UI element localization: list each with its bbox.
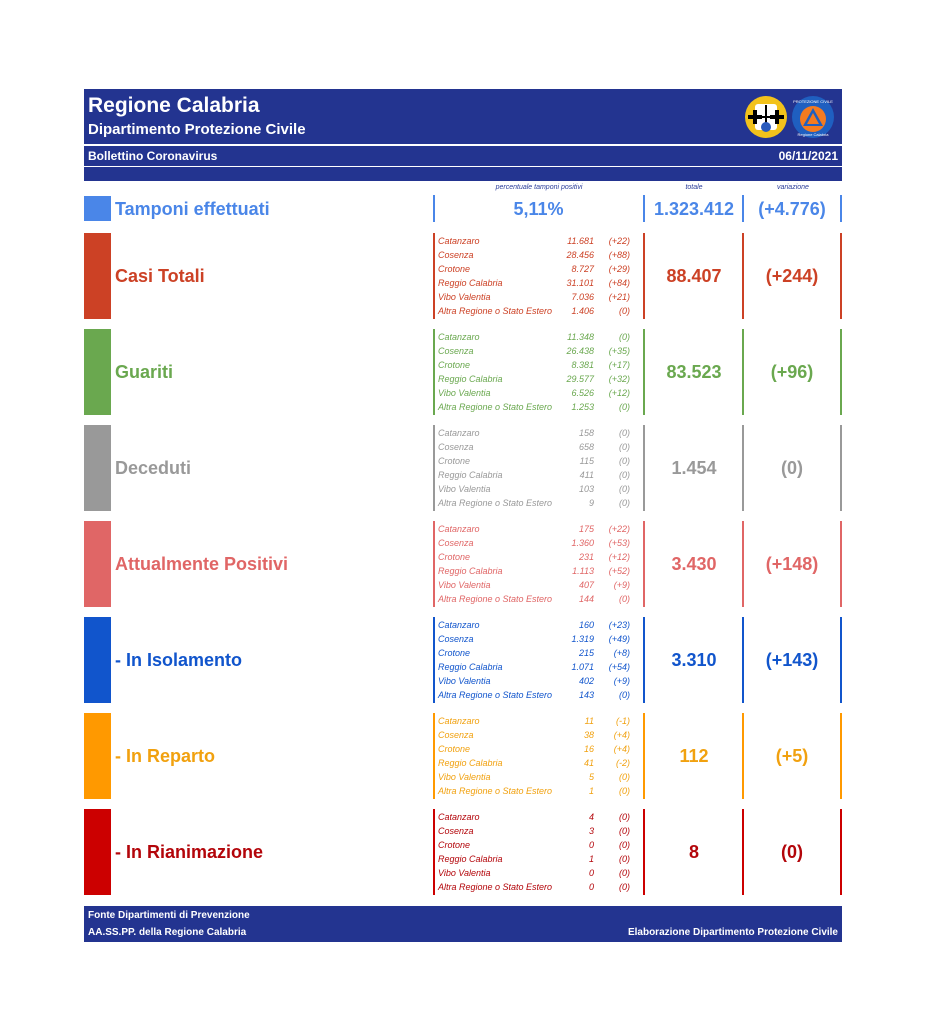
section-divider	[840, 425, 842, 511]
province-row	[438, 714, 636, 728]
province-name: Cosenza	[438, 346, 474, 356]
header-spacer-bar	[84, 167, 842, 181]
province-change: (-2)	[616, 758, 630, 768]
footer-bar	[84, 906, 842, 942]
province-value: 28.456	[566, 250, 594, 260]
province-change: (0)	[619, 812, 630, 822]
province-change: (+9)	[613, 580, 630, 590]
section-divider	[433, 329, 435, 415]
section-divider	[433, 233, 435, 319]
province-change: (0)	[619, 428, 630, 438]
province-name: Reggio Calabria	[438, 758, 503, 768]
province-value: 38	[583, 730, 594, 740]
tamponi-color-square	[84, 196, 111, 221]
province-row	[438, 400, 636, 414]
province-value: 41	[583, 758, 594, 768]
section-color-square	[84, 233, 111, 319]
province-change: (0)	[619, 484, 630, 494]
province-change: (+22)	[608, 236, 630, 246]
province-change: (+12)	[608, 388, 630, 398]
province-value: 1.071	[571, 662, 594, 672]
province-row	[438, 496, 636, 510]
province-value: 175	[578, 524, 594, 534]
province-row	[438, 660, 636, 674]
province-value: 11.681	[567, 236, 594, 246]
province-change: (0)	[619, 854, 630, 864]
province-row	[438, 440, 636, 454]
province-name: Crotone	[438, 360, 471, 370]
province-value: 0	[588, 882, 594, 892]
province-name: Catanzaro	[438, 812, 480, 822]
province-value: 103	[578, 484, 594, 494]
section-total: 3.310	[671, 650, 717, 670]
province-value: 16	[583, 744, 594, 754]
province-name: Vibo Valentia	[438, 484, 491, 494]
province-row	[438, 468, 636, 482]
province-row	[438, 358, 636, 372]
section-label: Casi Totali	[115, 266, 205, 286]
province-name: Vibo Valentia	[438, 772, 491, 782]
section-change: (0)	[781, 458, 803, 478]
province-change: (+54)	[608, 662, 630, 672]
province-name: Vibo Valentia	[438, 868, 491, 878]
province-value: 411	[579, 470, 594, 480]
province-row	[438, 770, 636, 784]
province-row	[438, 426, 636, 440]
page-title: Regione Calabria	[88, 94, 260, 117]
province-change: (+35)	[608, 346, 630, 356]
section-change: (+244)	[765, 266, 819, 286]
province-name: Reggio Calabria	[438, 662, 503, 672]
section-divider	[840, 809, 842, 895]
province-change: (+12)	[608, 552, 630, 562]
footer-source-line2: AA.SS.PP. della Regione Calabria	[88, 927, 247, 938]
province-value: 160	[578, 620, 594, 630]
province-name: Catanzaro	[438, 236, 480, 246]
section-divider	[433, 713, 435, 799]
province-row	[438, 386, 636, 400]
province-name: Catanzaro	[438, 620, 480, 630]
province-change: (+84)	[608, 278, 630, 288]
section-change: (+96)	[770, 362, 814, 382]
province-row	[438, 646, 636, 660]
province-value: 231	[578, 552, 594, 562]
province-change: (+29)	[608, 264, 630, 274]
province-change: (+88)	[608, 250, 630, 260]
province-value: 6.526	[571, 388, 594, 398]
province-name: Cosenza	[438, 442, 474, 452]
percent-column-header: percentuale tamponi positivi	[495, 184, 583, 191]
section-divider	[840, 617, 842, 703]
province-value: 1.113	[572, 566, 594, 576]
section-label: - In Rianimazione	[115, 842, 264, 862]
province-change: (0)	[619, 772, 630, 782]
province-value: 31.101	[566, 278, 594, 288]
province-row	[438, 564, 636, 578]
section-divider	[433, 617, 435, 703]
province-value: 115	[579, 456, 594, 466]
province-row	[438, 304, 636, 318]
province-name: Reggio Calabria	[438, 470, 503, 480]
province-change: (+22)	[608, 524, 630, 534]
province-change: (-1)	[616, 716, 630, 726]
province-change: (0)	[619, 826, 630, 836]
province-list	[438, 522, 636, 606]
province-change: (+49)	[608, 634, 630, 644]
calabria-coat-of-arms-logo	[744, 95, 788, 139]
province-name: Reggio Calabria	[438, 374, 503, 384]
province-change: (0)	[619, 456, 630, 466]
page-subtitle: Dipartimento Protezione Civile	[88, 121, 306, 138]
change-column-header: variazione	[777, 184, 809, 191]
section-total: 3.430	[671, 554, 717, 574]
province-row	[438, 728, 636, 742]
province-name: Crotone	[438, 456, 471, 466]
section-change: (0)	[781, 842, 803, 862]
province-name: Cosenza	[438, 826, 474, 836]
province-value: 4	[588, 812, 594, 822]
province-name: Vibo Valentia	[438, 580, 491, 590]
province-row	[438, 550, 636, 564]
province-value: 26.438	[566, 346, 594, 356]
province-change: (0)	[619, 690, 630, 700]
bulletin-date: 06/11/2021	[778, 149, 838, 163]
section-color-square	[84, 329, 111, 415]
province-change: (0)	[619, 882, 630, 892]
section-label: Guariti	[115, 362, 174, 382]
province-name: Crotone	[438, 840, 471, 850]
province-name: Altra Regione o Stato Estero	[438, 306, 553, 316]
province-name: Crotone	[438, 552, 471, 562]
province-change: (0)	[619, 868, 630, 878]
province-row	[438, 632, 636, 646]
section-total: 112	[679, 746, 709, 766]
section-total: 1.454	[671, 458, 717, 478]
svg-text:Regione Calabria: Regione Calabria	[797, 132, 829, 137]
section-change: (+143)	[765, 650, 819, 670]
province-row	[438, 810, 636, 824]
province-change: (0)	[619, 594, 630, 604]
section-divider	[840, 521, 842, 607]
province-value: 0	[588, 868, 594, 878]
province-value: 143	[578, 690, 594, 700]
province-list	[438, 714, 636, 798]
bulletin-bar	[84, 146, 842, 166]
section-label: - In Reparto	[115, 746, 216, 766]
province-name: Catanzaro	[438, 716, 480, 726]
section-divider	[840, 329, 842, 415]
province-row	[438, 248, 636, 262]
province-name: Catanzaro	[438, 332, 480, 342]
province-row	[438, 482, 636, 496]
province-value: 11.348	[567, 332, 594, 342]
province-change: (0)	[619, 442, 630, 452]
province-name: Cosenza	[438, 730, 474, 740]
tamponi-divider	[840, 195, 842, 222]
province-change: (+32)	[608, 374, 630, 384]
section-divider	[433, 521, 435, 607]
province-value: 658	[578, 442, 594, 452]
section-label: Attualmente Positivi	[115, 554, 289, 574]
province-name: Reggio Calabria	[438, 854, 503, 864]
province-row	[438, 618, 636, 632]
section-divider	[840, 233, 842, 319]
province-change: (+4)	[613, 730, 630, 740]
province-name: Vibo Valentia	[438, 676, 491, 686]
section-total: 83.523	[666, 362, 722, 382]
protezione-civile-logo	[791, 95, 835, 139]
province-row	[438, 276, 636, 290]
province-list	[438, 618, 636, 702]
province-row	[438, 330, 636, 344]
tamponi-change: (+4.776)	[758, 199, 826, 219]
province-value: 0	[588, 840, 594, 850]
province-change: (+17)	[608, 360, 630, 370]
province-change: (0)	[619, 402, 630, 412]
province-value: 1	[588, 786, 594, 796]
province-change: (0)	[619, 470, 630, 480]
province-name: Crotone	[438, 648, 471, 658]
province-name: Reggio Calabria	[438, 566, 503, 576]
province-change: (+8)	[613, 648, 630, 658]
province-value: 1.319	[571, 634, 594, 644]
province-change: (+53)	[608, 538, 630, 548]
section-label: - In Isolamento	[115, 650, 243, 670]
svg-text:PROTEZIONE CIVILE: PROTEZIONE CIVILE	[793, 99, 833, 104]
province-change: (+21)	[608, 292, 630, 302]
province-name: Cosenza	[438, 250, 474, 260]
province-change: (+4)	[613, 744, 630, 754]
province-row	[438, 454, 636, 468]
province-row	[438, 880, 636, 894]
footer-source-line1: Fonte Dipartimenti di Prevenzione	[88, 910, 250, 921]
province-change: (0)	[619, 332, 630, 342]
province-row	[438, 234, 636, 248]
province-value: 29.577	[566, 374, 594, 384]
province-name: Altra Regione o Stato Estero	[438, 402, 553, 412]
province-name: Altra Regione o Stato Estero	[438, 690, 553, 700]
province-list	[438, 330, 636, 414]
province-change: (0)	[619, 306, 630, 316]
province-row	[438, 262, 636, 276]
province-name: Cosenza	[438, 538, 474, 548]
tamponi-total: 1.323.412	[653, 199, 735, 219]
province-value: 1	[588, 854, 594, 864]
province-row	[438, 742, 636, 756]
province-row	[438, 344, 636, 358]
bulletin-label: Bollettino Coronavirus	[88, 149, 218, 163]
province-change: (0)	[619, 786, 630, 796]
section-total: 88.407	[666, 266, 722, 286]
province-value: 402	[578, 676, 594, 686]
section-total: 8	[688, 842, 699, 862]
province-name: Altra Regione o Stato Estero	[438, 594, 553, 604]
province-row	[438, 536, 636, 550]
section-divider	[433, 425, 435, 511]
province-list	[438, 234, 636, 318]
province-value: 5	[588, 772, 594, 782]
province-value: 215	[578, 648, 594, 658]
province-row	[438, 592, 636, 606]
section-label: Deceduti	[115, 458, 192, 478]
province-row	[438, 674, 636, 688]
province-name: Catanzaro	[438, 428, 480, 438]
province-name: Altra Regione o Stato Estero	[438, 498, 553, 508]
province-name: Crotone	[438, 264, 471, 274]
province-value: 9	[588, 498, 594, 508]
tamponi-label: Tamponi effettuati	[115, 199, 270, 219]
province-name: Altra Regione o Stato Estero	[438, 786, 553, 796]
province-list	[438, 810, 636, 894]
province-change: (+52)	[608, 566, 630, 576]
province-name: Altra Regione o Stato Estero	[438, 882, 553, 892]
province-value: 1.406	[571, 306, 594, 316]
province-change: (0)	[619, 498, 630, 508]
province-name: Cosenza	[438, 634, 474, 644]
province-row	[438, 866, 636, 880]
province-change: (+9)	[613, 676, 630, 686]
province-value: 3	[588, 826, 594, 836]
section-divider	[840, 713, 842, 799]
province-row	[438, 290, 636, 304]
province-row	[438, 852, 636, 866]
province-name: Reggio Calabria	[438, 278, 503, 288]
province-value: 8.381	[571, 360, 594, 370]
section-color-square	[84, 425, 111, 511]
footer-credit: Elaborazione Dipartimento Protezione Civile	[627, 927, 838, 938]
section-color-square	[84, 617, 111, 703]
province-value: 8.727	[571, 264, 594, 274]
section-color-square	[84, 809, 111, 895]
province-row	[438, 578, 636, 592]
province-row	[438, 688, 636, 702]
province-row	[438, 824, 636, 838]
province-name: Catanzaro	[438, 524, 480, 534]
section-divider	[433, 809, 435, 895]
province-name: Crotone	[438, 744, 471, 754]
province-row	[438, 372, 636, 386]
province-value: 158	[578, 428, 594, 438]
province-row	[438, 756, 636, 770]
total-column-header: totale	[685, 184, 703, 191]
province-value: 7.036	[571, 292, 594, 302]
province-value: 1.360	[571, 538, 594, 548]
province-row	[438, 838, 636, 852]
province-list	[438, 426, 636, 510]
province-value: 144	[578, 594, 594, 604]
province-row	[438, 784, 636, 798]
section-change: (+5)	[775, 746, 809, 766]
province-value: 1.253	[571, 402, 594, 412]
province-name: Vibo Valentia	[438, 388, 491, 398]
province-change: (+23)	[608, 620, 630, 630]
province-row	[438, 522, 636, 536]
section-color-square	[84, 521, 111, 607]
province-change: (0)	[619, 840, 630, 850]
tamponi-percent: 5,11%	[513, 199, 564, 219]
section-color-square	[84, 713, 111, 799]
province-name: Vibo Valentia	[438, 292, 491, 302]
province-value: 11	[584, 716, 594, 726]
section-change: (+148)	[765, 554, 819, 574]
province-value: 407	[578, 580, 594, 590]
